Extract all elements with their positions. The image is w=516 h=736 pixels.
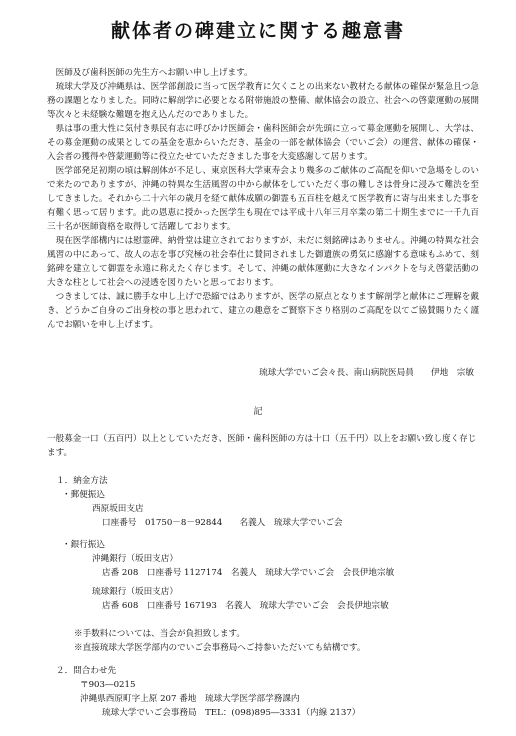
paragraph: 医学部発足初期の頃は解剖体が不足し、東京医科大学東寿会より幾多のご献体のご高配を仰いで急場をしのいで来たのでありますが、沖縄の特異な生活風習の中から献体をしていただく事の難しさは骨身に浸みて難渋を至してきました。それから二十六年の歳月を経て献体成願の御霊も五百柱を越えて医学教育に寄与出来ました事を有難く思って居ります。此の恩恵に授かった医学生も現在では平成十八年三月卒業の第二十期生までに一千九百三十名が医師資格を取得して活躍しております。 — [47, 166, 479, 232]
contact-office: 琉球大学でいご会事務局 TEL：(098)895―3331（内線 2137） — [102, 708, 361, 718]
bank-transfer-label: ・銀行振込 — [62, 540, 105, 550]
document-title: 献体者の碑建立に関する趣意書 — [110, 20, 405, 42]
prospectus-body — [47, 66, 479, 332]
paragraph: 県は事の重大性に気付き県民有志に呼びかけ医師会・歯科医師会が先頭に立って募金運動を展開し、大学は、その募金運動の成果としての基金を恵からいただき、基金の一部を献体協会（でいご会）の運営、献体の確保・入会者の獲得や啓蒙運動等に役立たせていただきました事を大変感謝して居ります。 — [47, 124, 479, 162]
ki-heading: 記 — [253, 407, 263, 417]
payment-heading: １．納金方法 — [56, 476, 108, 486]
donation-request: 一般募金一口（五百円）以上としていただき、医師・歯科医師の方は十口（五千円）以上をお願い致し度く存じます。 — [47, 434, 477, 458]
postal-transfer-label: ・郵便振込 — [62, 490, 105, 500]
signature: 琉球大学でいご会々長、南山病院医局員 伊地 宗敏 — [259, 368, 474, 378]
paragraph: 琉球大学及び沖縄県は、医学部創設に当って医学教育に欠くことの出来ない教材たる献体の確保が緊急且つ急務の課題となりました。同時に解剖学に必要となる附帯施設の整備、献体協会の設立、社会への啓蒙運動の展開等次々と未経験な難題を抱え込んだのでありました。 — [47, 82, 479, 120]
contact-heading: ２．問合わせ先 — [56, 666, 117, 676]
postal-branch: 西原坂田支店 — [92, 504, 144, 514]
postal-account: 口座番号 01750－8－92844 名義人 琉球大学でいご会 — [102, 518, 343, 528]
paragraph: つきましては、誠に勝手な申し上げで恐縮ではありますが、医学の原点となります解剖学と献体にご理解を戴き、どうかご自身のご出身校の事と思われて、建立の趣意をご賢察下さり格別のご高配を以てご協賛賜りたく謹んでお願いを申し上げます。 — [47, 292, 479, 330]
bank2-account: 店番 608 口座番号 167193 名義人 琉球大学でいご会 会長伊地宗敏 — [102, 601, 389, 611]
contact-address: 沖縄県西原町字上原 207 番地 琉球大学医学部学務課内 — [80, 694, 300, 704]
paragraph: 医師及び歯科医師の先生方へお願い申し上げます。 — [55, 68, 253, 78]
paragraph: 現在医学部構内には慰霊碑、納骨堂は建立されておりますが、未だに刻銘碑はありません。沖縄の特異な社会風習の中にあって、故人の志を事び究極の社会奉仕に賛同されました御遺族の勇気に感謝する意味もふめて、刻銘碑を建立して御霊を永遠に称えたく存じます。そして、沖縄の献体運動に大きなインパクトを与え啓蒙活動の大きな柱として社会への浸透を図りたいと思っております。 — [47, 236, 479, 288]
fee-note: ※手数料については、当会が負担致します。 — [74, 629, 246, 639]
postal-code: 〒903―0215 — [80, 680, 136, 690]
bank1-name: 沖縄銀行（坂田支店） — [92, 554, 178, 564]
bank2-name: 琉球銀行（坂田支店） — [92, 587, 178, 597]
bank1-account: 店番 208 口座番号 1127174 名義人 琉球大学でいご会 会長伊地宗敏 — [102, 568, 395, 578]
direct-delivery-note: ※直接琉球大学医学部内のでいご会事務局へご持参いただいても結構です。 — [74, 643, 366, 653]
